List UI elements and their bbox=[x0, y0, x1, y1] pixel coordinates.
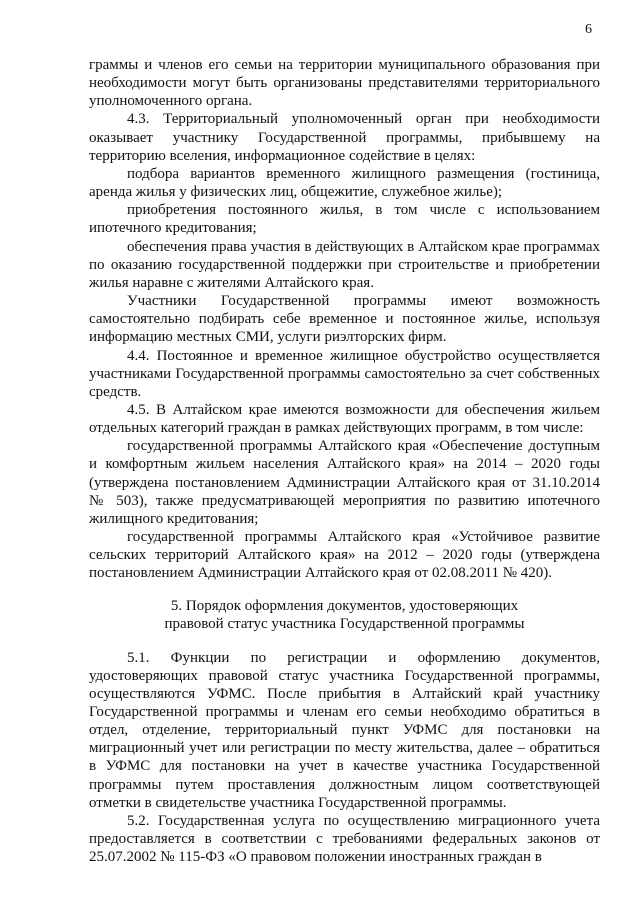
section-heading-line-2: правовой статус участника Государственной программы bbox=[164, 615, 525, 632]
paragraph: приобретения постоянного жилья, в том числе с использованием ипотечного кредитования; bbox=[89, 202, 600, 237]
section-heading-line-1: 5. Порядок оформления документов, удостоверяющих bbox=[170, 597, 519, 614]
paragraph: государственной программы Алтайского края «Устойчивое развитие сельских территорий Алтайского края» на 2012 – 2020 годы (утверждена постановлением Администрации Алтайского края от 02.08.2011 № 420). bbox=[89, 529, 600, 582]
paragraph: государственной программы Алтайского края «Обеспечение доступным и комфортным жильем населения Алтайского края» на 2014 – 2020 годы (утверждена постановлением Администрации Алтайского края от 31.10.2014 № 503), также предусматривающей мероприятия по развитию ипотечного жилищного кредитования; bbox=[89, 438, 600, 527]
paragraph: подбора вариантов временного жилищного размещения (гостиница, аренда жилья у физических лиц, общежитие, служебное жилье); bbox=[89, 165, 600, 201]
paragraph: 5.1. Функции по регистрации и оформлению документов, удостоверяющих правовой статус участника Государственной программы, осуществляются УФМС. После прибытия в Алтайский край участнику Государственной программы и членам его семьи необходимо обратиться в отдел, отделение, территориальный пункт УФМС для постановки на миграционный учет или регистрации по месту жительства, далее – обратиться в УФМС для постановки на учет в качестве участника Государственной программы путем проставления должностным лицом соответствующей отметки в свидетельстве участника Государственной программы. bbox=[89, 649, 600, 811]
document-body bbox=[89, 56, 600, 866]
paragraph: 4.4. Постоянное и временное жилищное обустройство осуществляется участниками Государственной программы самостоятельно за счет собственных средств. bbox=[89, 347, 600, 400]
paragraph: 4.3. Территориальный уполномоченный орган при необходимости оказывает участнику Государственной программы, прибывшему на территорию вселения, информационное содействие в целях: bbox=[89, 111, 600, 164]
paragraph: Участники Государственной программы имеют возможность самостоятельно подбирать себе временное и постоянное жилье, используя информацию местных СМИ, услуги риэлторских фирм. bbox=[89, 293, 600, 346]
paragraph: граммы и членов его семьи на территории муниципального образования при необходимости могут быть организованы представителями территориального уполномоченного органа. bbox=[89, 57, 600, 110]
paragraph: 5.2. Государственная услуга по осуществлению миграционного учета предоставляется в соответствии с требованиями федеральных законов от 25.07.2002 № 115-ФЗ «О правовом положении иностранных граждан в bbox=[89, 812, 600, 866]
section-heading bbox=[89, 597, 600, 633]
paragraph: обеспечения права участия в действующих в Алтайском крае программах по оказанию государственной поддержки при строительстве и приобретении жилья наравне с жителями Алтайского края. bbox=[89, 238, 600, 291]
paragraph: 4.5. В Алтайском крае имеются возможности для обеспечения жильем отдельных категорий граждан в рамках действующих программ, в том числе: bbox=[89, 401, 600, 437]
page-number: 6 bbox=[585, 22, 592, 37]
paragraphs-before-heading bbox=[89, 56, 600, 583]
paragraphs-after-heading bbox=[89, 649, 600, 867]
